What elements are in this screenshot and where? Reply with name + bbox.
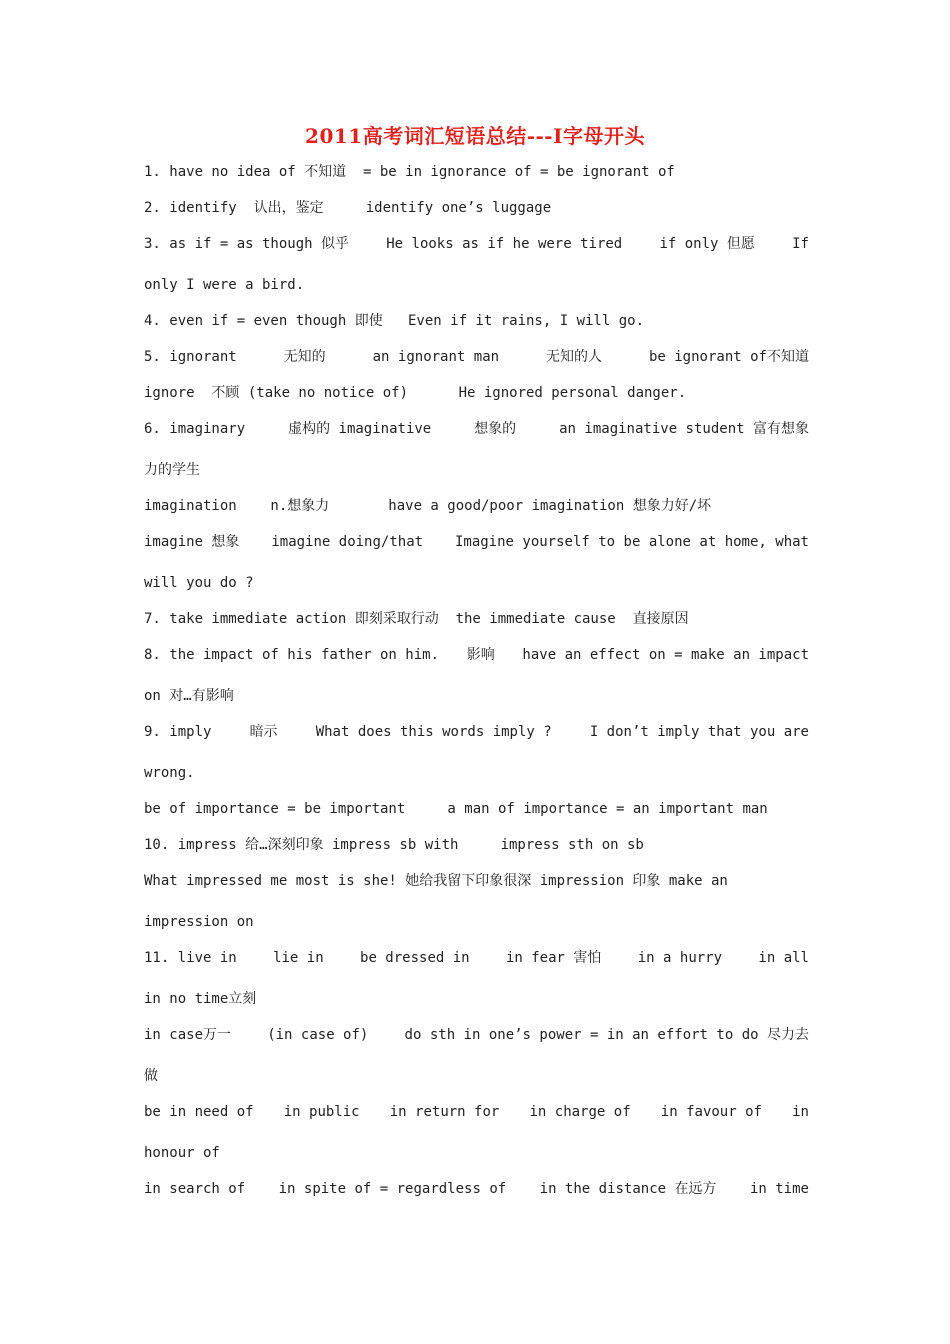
text-line: 4. even if = even though 即使 Even if it rains, I will go.	[144, 313, 645, 329]
text-line: 2. identify 认出，鉴定 identify one’s luggage	[144, 200, 552, 216]
text-line: 11. live in lie in be dressed in in fear 害怕 in a hurry in all	[144, 950, 809, 966]
text-line: 10. impress 给…深刻印象 impress sb with impress sth on sb	[144, 837, 644, 853]
text-line: be of importance = be important a man of importance = an important man	[144, 801, 768, 817]
text-line: wrong.	[144, 765, 195, 781]
text-line: 1. have no idea of 不知道 = be in ignorance of = be ignorant of	[144, 164, 675, 180]
text-line: 9. imply 暗示 What does this words imply ? I don’t imply that you are	[144, 724, 809, 740]
text-line: 做	[144, 1068, 158, 1084]
text-line: be in need of in public in return for in charge of in favour of in	[144, 1104, 809, 1120]
text-line: 力的学生	[144, 462, 200, 478]
text-line: imagination n.想象力 have a good/poor imagination 想象力好/坏	[144, 498, 712, 514]
text-line: 8. the impact of his father on him. 影响 have an effect on = make an impact	[144, 647, 809, 663]
text-line: What impressed me most is she! 她给我留下印象很深 impression 印象 make an	[144, 873, 728, 889]
text-line: in search of in spite of = regardless of in the distance 在远方 in time	[144, 1181, 809, 1197]
document-title: 2011高考词汇短语总结---I字母开头	[305, 124, 645, 148]
text-line: 6. imaginary 虚构的 imaginative 想象的 an imaginative student 富有想象	[144, 421, 809, 437]
text-line: imagine 想象 imagine doing/that Imagine yourself to be alone at home, what	[144, 534, 809, 550]
text-line: in no time立刻	[144, 991, 257, 1007]
text-line: honour of	[144, 1145, 220, 1161]
text-line: only I were a bird.	[144, 277, 305, 293]
text-line: 7. take immediate action 即刻采取行动 the immediate cause 直接原因	[144, 611, 689, 627]
text-line: on 对…有影响	[144, 688, 234, 704]
text-line: in case万一 (in case of) do sth in one’s power = in an effort to do 尽力去	[144, 1027, 809, 1043]
text-line: ignore 不顾 (take no notice of) He ignored personal danger.	[144, 385, 687, 401]
text-line: will you do ?	[144, 575, 254, 591]
text-line: 3. as if = as though 似乎 He looks as if he were tired if only 但愿 If	[144, 236, 809, 252]
text-line: impression on	[144, 914, 254, 930]
text-line: 5. ignorant 无知的 an ignorant man 无知的人 be ignorant of不知道	[144, 349, 809, 365]
